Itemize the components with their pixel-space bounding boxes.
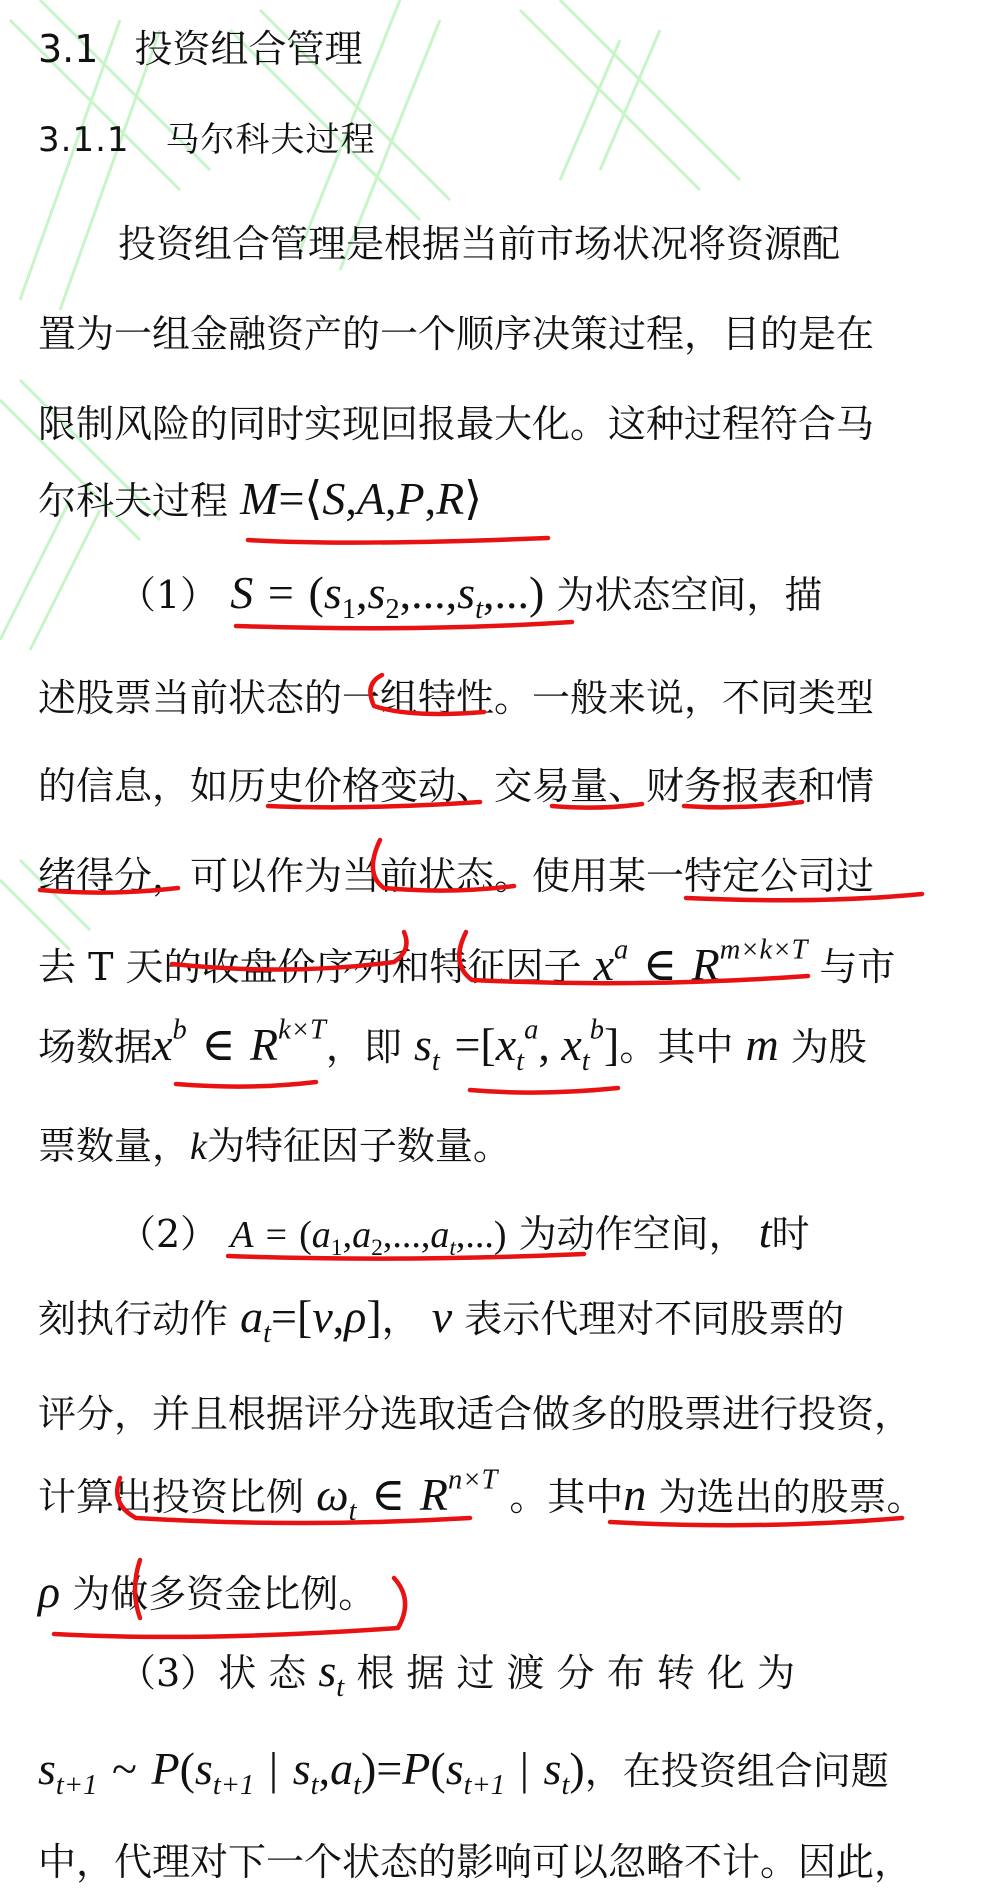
underline-state-space [236, 622, 572, 628]
formula-transition: $s_{t+1}$ ~ $P(s_{t+1}$ | $s_t,a_t)=P(s_{t+1}$ | $s_t$) [38, 1743, 585, 1801]
formula-feature-factor: $x^a$ ∈ $R^{m\times k\times T}$ [593, 934, 808, 990]
symbol-k: k [190, 1126, 207, 1168]
item2-line1: （2） $A = (a_1,a_2,...,a_t,...)$ 为动作空间， t时 [118, 1206, 810, 1262]
symbol-m: m [745, 1019, 779, 1070]
para1-line2: 置为一组金融资产的一个顺序决策过程，目的是在 [38, 312, 875, 356]
item2-line5: ρ 为做多资金比例。 [38, 1566, 377, 1617]
item2-line4: 计算出投资比例 $\omega_t$ ∈ $R^{n\times T}$ 。其中n 为选出的股票。 [38, 1464, 925, 1527]
section-heading: 3.1 投资组合管理 [38, 27, 363, 71]
item1-line2: 述股票当前状态的一组特性。一般来说，不同类型 [38, 676, 875, 720]
underline-mdp [248, 538, 548, 543]
formula-mdp: M=⟨S,A,P,R⟩ [240, 473, 483, 524]
formula-st: $s_t$ [318, 1645, 345, 1703]
para1-line4: 尔科夫过程 M=⟨S,A,P,R⟩ [38, 473, 483, 524]
formula-state-space: $S = (s_1,s_2,...,s_t,...)$ [230, 567, 545, 625]
item3-line1: （3）状 态 $s_t$ 根 据 过 渡 分 布 转 化 为 [118, 1645, 795, 1703]
underline-market-data [176, 1082, 316, 1087]
subsection-heading: 3.1.1 马尔科夫过程 [38, 120, 376, 160]
formula-state-vector: $s_t =[x_t^a$, $x_t^b$] [414, 1014, 620, 1077]
item3-line3: 中，代理对下一个状态的影响可以忽略不计。因此， [38, 1840, 913, 1884]
formula-action-space: $A = (a_1,a_2,...,a_t,...)$ [230, 1214, 507, 1262]
item1-line7: 票数量，k为特征因子数量。 [38, 1124, 511, 1168]
symbol-rho: ρ [38, 1566, 61, 1617]
formula-market-data: $x^b$ ∈ $R^{k\times T}$ [152, 1014, 326, 1070]
formula-action: $a_t=[v,\rho]$ [240, 1291, 382, 1349]
para1-line1: 投资组合管理是根据当前市场状况将资源配 [118, 222, 841, 266]
item2-line2: 刻执行动作 $a_t=[v,\rho]$， v 表示代理对不同股票的 [38, 1291, 845, 1349]
symbol-n: n [623, 1469, 647, 1520]
symbol-v: v [431, 1291, 453, 1342]
item1-line1: （1） $S = (s_1,s_2,...,s_t,...)$ 为状态空间，描 [118, 567, 823, 625]
symbol-t: t [758, 1206, 772, 1257]
formula-weights: $\omega_t$ ∈ $R^{n\times T}$ [316, 1464, 498, 1527]
item1-line5: 去 T 天的收盘价序列和特征因子 $x^a$ ∈ $R^{m\times k\times T}$ 与市 [38, 934, 896, 990]
underline-state-vector [470, 1088, 618, 1093]
item1-line3: 的信息，如历史价格变动、交易量、财务报表和情 [38, 764, 875, 808]
item1-line6: 场数据$x^b$ ∈ $R^{k\times T}$，即 $s_t =[x_t^a$, $x_t^b$]。其中 m 为股 [38, 1014, 867, 1077]
item2-line3: 评分，并且根据评分选取适合做多的股票进行投资， [38, 1392, 913, 1436]
para1-line3: 限制风险的同时实现回报最大化。这种过程符合马 [38, 402, 875, 446]
item1-line4: 绪得分，可以作为当前状态。使用某一特定公司过 [38, 854, 875, 898]
item3-line2: $s_{t+1}$ ~ $P(s_{t+1}$ | $s_t,a_t)=P(s_{t+1}$ | $s_t$)，在投资组合问题 [38, 1743, 889, 1801]
